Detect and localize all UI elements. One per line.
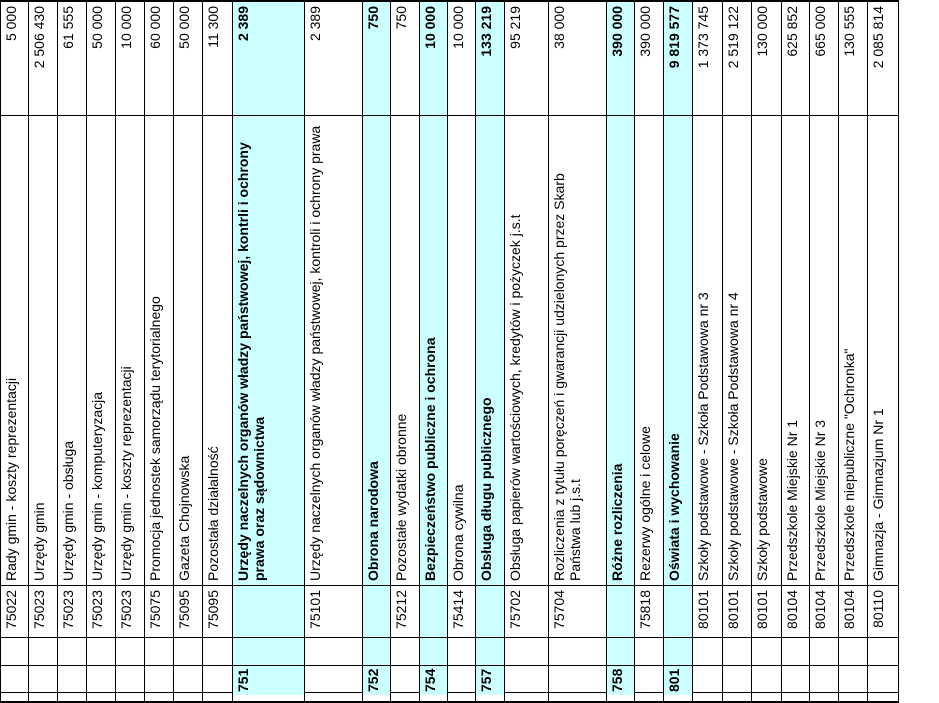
paragraph-code-cell	[233, 585, 304, 637]
paragraph-code-cell: 75702	[505, 585, 548, 637]
paragraph-code-cell: 75095	[203, 585, 232, 637]
section-row	[420, 0, 448, 703]
table-row	[693, 0, 723, 703]
chapter-cell	[145, 637, 173, 665]
section-row	[664, 0, 693, 703]
division-cell: 758	[607, 665, 634, 695]
paragraph-code-cell	[664, 585, 692, 637]
division-cell	[723, 665, 751, 695]
description-cell: Różne rozliczenia	[607, 115, 634, 585]
chapter-cell	[664, 637, 692, 665]
description-cell: Szkoły podstawowe - Szkoła Podstawowa nr 3	[693, 115, 722, 585]
description-cell: Gimnazja - Gimnazjum Nr 1	[868, 115, 898, 585]
chapter-cell	[549, 637, 606, 665]
description-cell: Obsługa długu publicznego	[476, 115, 504, 585]
division-cell	[505, 665, 548, 695]
amount-cell: 625 852	[782, 0, 809, 115]
paragraph-code-cell: 80104	[810, 585, 838, 637]
section-row	[476, 0, 505, 703]
table-row	[752, 0, 782, 703]
chapter-cell	[723, 637, 751, 665]
division-cell	[635, 665, 663, 695]
chapter-cell	[810, 637, 838, 665]
table-row	[29, 0, 58, 703]
paragraph-code-cell: 75023	[116, 585, 144, 637]
paragraph-code-cell	[607, 585, 634, 637]
chapter-cell	[391, 637, 419, 665]
amount-cell: 2 519 122	[723, 0, 751, 115]
division-cell: 801	[664, 665, 692, 695]
paragraph-code-cell: 75075	[145, 585, 173, 637]
description-cell: Urzędy gmin - komputeryzacja	[87, 115, 115, 585]
table-row	[87, 0, 116, 703]
amount-cell: 2 389	[233, 0, 304, 115]
paragraph-code-cell: 75023	[29, 585, 57, 637]
paragraph-code-cell: 75818	[635, 585, 663, 637]
division-cell	[174, 665, 202, 695]
description-cell: Rezerwy ogólne i celowe	[635, 115, 663, 585]
amount-cell: 665 000	[810, 0, 838, 115]
table-row	[868, 0, 899, 703]
division-cell	[145, 665, 173, 695]
division-cell: 757	[476, 665, 504, 695]
amount-cell: 130 000	[752, 0, 781, 115]
description-cell: Obrona cywilna	[448, 115, 475, 585]
division-cell	[29, 665, 57, 695]
amount-cell: 390 000	[635, 0, 663, 115]
table-row	[635, 0, 664, 703]
division-cell	[693, 665, 722, 695]
division-cell: 754	[420, 665, 447, 695]
chapter-cell	[1, 637, 28, 665]
section-row	[233, 0, 305, 703]
description-cell: Urzędy naczelnych organów władzy państwowej, kontroli i ochrony prawa	[305, 115, 362, 585]
division-cell	[752, 665, 781, 695]
chapter-cell	[693, 637, 722, 665]
amount-cell: 95 219	[505, 0, 548, 115]
chapter-cell	[203, 637, 232, 665]
table-row	[723, 0, 752, 703]
division-cell	[868, 665, 898, 695]
paragraph-code-cell: 75022	[1, 585, 28, 637]
division-cell	[391, 665, 419, 695]
chapter-cell	[505, 637, 548, 665]
amount-cell: 10 000	[448, 0, 475, 115]
description-cell: Urzędy gmin	[29, 115, 57, 585]
table-row	[810, 0, 839, 703]
chapter-cell	[58, 637, 86, 665]
chapter-cell	[87, 637, 115, 665]
table-row	[782, 0, 810, 703]
amount-cell: 38 000	[549, 0, 606, 115]
paragraph-code-cell: 75023	[87, 585, 115, 637]
paragraph-code-cell: 75023	[58, 585, 86, 637]
chapter-cell	[29, 637, 57, 665]
paragraph-code-cell: 75101	[305, 585, 362, 637]
chapter-cell	[476, 637, 504, 665]
chapter-cell	[174, 637, 202, 665]
paragraph-code-cell: 75704	[549, 585, 606, 637]
description-cell: Rozliczenia z tytułu poręczeń i gwarancji udzielonych przez Skarb Państwa lub j.s.t	[549, 115, 606, 585]
chapter-cell	[839, 637, 867, 665]
paragraph-code-cell: 80101	[693, 585, 722, 637]
table-row	[116, 0, 145, 703]
paragraph-code-cell: 80104	[782, 585, 809, 637]
paragraph-code-cell: 80104	[839, 585, 867, 637]
amount-cell: 10 000	[420, 0, 447, 115]
section-row	[607, 0, 635, 703]
division-cell	[810, 665, 838, 695]
amount-cell: 50 000	[87, 0, 115, 115]
paragraph-code-cell: 75414	[448, 585, 475, 637]
division-cell	[305, 665, 362, 695]
paragraph-code-cell	[363, 585, 390, 637]
description-cell: Szkoły podstawowe	[752, 115, 781, 585]
table-row	[839, 0, 868, 703]
paragraph-code-cell	[476, 585, 504, 637]
chapter-cell	[752, 637, 781, 665]
description-cell: Urzędy gmin - koszty reprezentacji	[116, 115, 144, 585]
paragraph-code-cell: 80101	[752, 585, 781, 637]
table-row	[391, 0, 420, 703]
description-cell: Oświata i wychowanie	[664, 115, 692, 585]
division-cell	[448, 665, 475, 695]
table-row	[549, 0, 607, 703]
division-cell: 751	[233, 665, 304, 695]
chapter-cell	[448, 637, 475, 665]
amount-cell: 5 000	[1, 0, 28, 115]
amount-cell: 50 000	[174, 0, 202, 115]
paragraph-code-cell	[420, 585, 447, 637]
chapter-cell	[607, 637, 634, 665]
description-cell: Przedszkole niepubliczne "Ochronka"	[839, 115, 867, 585]
chapter-cell	[116, 637, 144, 665]
amount-cell: 10 000	[116, 0, 144, 115]
division-cell	[58, 665, 86, 695]
division-cell: 752	[363, 665, 390, 695]
chapter-cell	[233, 637, 304, 665]
section-row	[363, 0, 391, 703]
amount-cell: 60 000	[145, 0, 173, 115]
table-row	[0, 0, 29, 703]
description-cell: Urzędy naczelnych organów władzy państwowej, kontrli i ochrony prawa oraz sądownictwa	[233, 115, 304, 585]
paragraph-code-cell: 80110	[868, 585, 898, 637]
chapter-cell	[363, 637, 390, 665]
table-row	[58, 0, 87, 703]
description-cell: Przedszkole Miejskie Nr 3	[810, 115, 838, 585]
paragraph-code-cell: 75212	[391, 585, 419, 637]
amount-cell: 750	[363, 0, 390, 115]
amount-cell: 1 373 745	[693, 0, 722, 115]
chapter-cell	[868, 637, 898, 665]
amount-cell: 750	[391, 0, 419, 115]
division-cell	[782, 665, 809, 695]
description-cell: Pozostała działalność	[203, 115, 232, 585]
chapter-cell	[420, 637, 447, 665]
amount-cell: 2 085 814	[868, 0, 898, 115]
paragraph-code-cell: 80101	[723, 585, 751, 637]
division-cell	[203, 665, 232, 695]
chapter-cell	[782, 637, 809, 665]
amount-cell: 390 000	[607, 0, 634, 115]
description-cell: Bezpieczeństwo publiczne i ochrona	[420, 115, 447, 585]
table-row	[174, 0, 203, 703]
amount-cell: 130 555	[839, 0, 867, 115]
table-row	[505, 0, 549, 703]
paragraph-code-cell: 75095	[174, 585, 202, 637]
division-cell	[839, 665, 867, 695]
division-cell	[1, 665, 28, 695]
description-cell: Rady gmin - koszty reprezentacji	[1, 115, 28, 585]
description-cell: Przedszkole Miejskie Nr 1	[782, 115, 809, 585]
amount-cell: 2 506 430	[29, 0, 57, 115]
description-cell: Obrona narodowa	[363, 115, 390, 585]
chapter-cell	[635, 637, 663, 665]
amount-cell: 133 219	[476, 0, 504, 115]
description-cell: Pozostałe wydatki obronne	[391, 115, 419, 585]
amount-cell: 61 555	[58, 0, 86, 115]
amount-cell: 2 389	[305, 0, 362, 115]
description-cell: Szkoły podstawowe - Szkoła Podstawowa nr 4	[723, 115, 751, 585]
table-row	[145, 0, 174, 703]
chapter-cell	[305, 637, 362, 665]
table-row	[305, 0, 363, 703]
amount-cell: 11 300	[203, 0, 232, 115]
description-cell: Gazeta Chojnowska	[174, 115, 202, 585]
division-cell	[87, 665, 115, 695]
description-cell: Urzędy gmin - obsługa	[58, 115, 86, 585]
division-cell	[116, 665, 144, 695]
amount-cell: 9 819 577	[664, 0, 692, 115]
description-cell: Obsługa papierów wartościowych, kredytów i pożyczek j.s.t	[505, 115, 548, 585]
division-cell	[549, 665, 606, 695]
table-row	[448, 0, 476, 703]
description-cell: Promocja jednostek samorządu terytorialnego	[145, 115, 173, 585]
table-row	[203, 0, 233, 703]
